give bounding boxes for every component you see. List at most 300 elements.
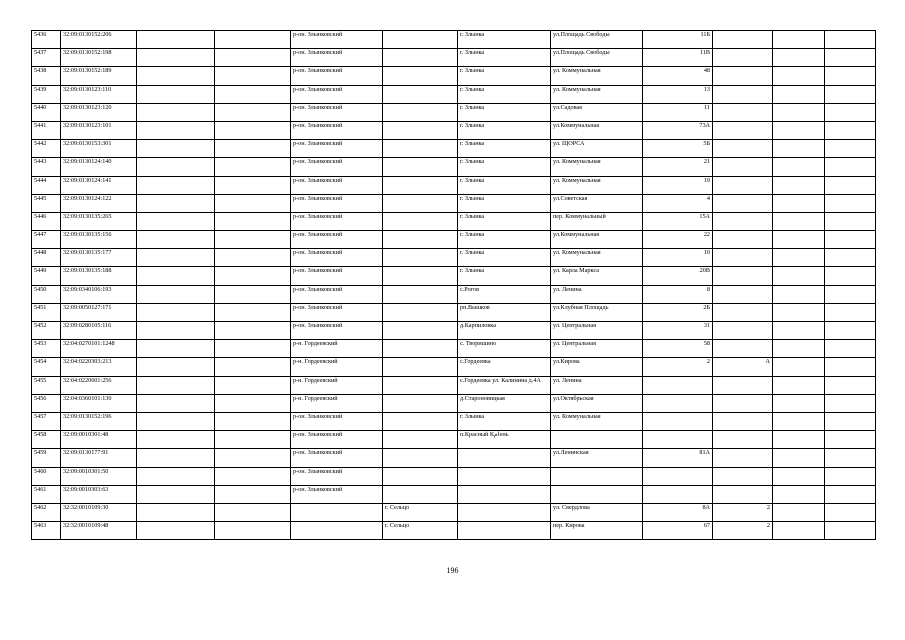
col-11-cell <box>773 485 825 503</box>
row-number-cell: 5456 <box>32 394 61 412</box>
col-4-cell <box>215 194 291 212</box>
settlement-cell: г. Злынка <box>458 249 551 267</box>
building-cell <box>713 194 773 212</box>
row-number-cell: 5446 <box>32 212 61 230</box>
col-4-cell <box>215 49 291 67</box>
cadastral-number-cell: 32:09:0130177:91 <box>61 449 137 467</box>
district-cell: р-он. Злынковский <box>291 285 383 303</box>
district-cell: р-он. Злынковский <box>291 231 383 249</box>
street-cell: ул. ЩОРСА <box>551 140 643 158</box>
cadastral-number-cell: 32:09:0010303:63 <box>61 485 137 503</box>
building-cell <box>713 176 773 194</box>
district-cell: р-он. Злынковский <box>291 412 383 430</box>
city-column-cell <box>383 322 458 340</box>
cadastral-number-cell: 32:09:0050127:171 <box>61 303 137 321</box>
district-cell: р-он. Злынковский <box>291 194 383 212</box>
col-4-cell <box>215 503 291 521</box>
col-3-cell <box>137 503 215 521</box>
col-4-cell <box>215 267 291 285</box>
col-12-cell <box>825 340 876 358</box>
col-4-cell <box>215 431 291 449</box>
col-3-cell <box>137 449 215 467</box>
col-4-cell <box>215 412 291 430</box>
street-cell: ул.Ленинская <box>551 449 643 467</box>
district-cell: р-он. Злынковский <box>291 212 383 230</box>
district-cell <box>291 503 383 521</box>
city-column-cell <box>383 485 458 503</box>
settlement-cell: г. Злынка <box>458 412 551 430</box>
street-cell: ул.Садовая <box>551 103 643 121</box>
cadastral-number-cell: 32:09:0130152:206 <box>61 31 137 49</box>
building-cell <box>713 267 773 285</box>
col-4-cell <box>215 467 291 485</box>
col-11-cell <box>773 412 825 430</box>
col-4-cell <box>215 394 291 412</box>
house-number-cell <box>643 376 713 394</box>
house-number-cell: 21 <box>643 158 713 176</box>
col-12-cell <box>825 303 876 321</box>
street-cell: ул. Коммунальная <box>551 176 643 194</box>
col-4-cell <box>215 31 291 49</box>
street-cell: ул.Кирова <box>551 358 643 376</box>
house-number-cell: 58 <box>643 340 713 358</box>
col-3-cell <box>137 31 215 49</box>
building-cell <box>713 449 773 467</box>
col-4-cell <box>215 140 291 158</box>
street-cell: пер. Коммунальный <box>551 212 643 230</box>
city-column-cell <box>383 194 458 212</box>
col-11-cell <box>773 376 825 394</box>
cadastral-number-cell: 32:09:0130135:188 <box>61 267 137 285</box>
table-row <box>32 158 876 176</box>
settlement-cell: п.Красный Кامень <box>458 431 551 449</box>
street-cell <box>551 431 643 449</box>
house-number-cell: 8 <box>643 285 713 303</box>
house-number-cell <box>643 431 713 449</box>
street-cell: ул.Площадь Свободы <box>551 49 643 67</box>
col-4-cell <box>215 449 291 467</box>
col-12-cell <box>825 431 876 449</box>
table-row <box>32 85 876 103</box>
cadastral-number-cell: 32:09:0280105:116 <box>61 322 137 340</box>
house-number-cell: 11 <box>643 103 713 121</box>
col-4-cell <box>215 85 291 103</box>
building-cell <box>713 158 773 176</box>
district-cell: р-он. Злынковский <box>291 140 383 158</box>
table-row <box>32 431 876 449</box>
settlement-cell: г. Злынка <box>458 85 551 103</box>
row-number-cell: 5444 <box>32 176 61 194</box>
col-11-cell <box>773 85 825 103</box>
settlement-cell <box>458 522 551 540</box>
col-11-cell <box>773 49 825 67</box>
district-cell: р-он. Злынковский <box>291 267 383 285</box>
building-cell <box>713 85 773 103</box>
settlement-cell: г. Злынка <box>458 121 551 139</box>
row-number-cell: 5462 <box>32 503 61 521</box>
col-11-cell <box>773 340 825 358</box>
house-number-cell <box>643 412 713 430</box>
page-number: 196 <box>446 566 459 575</box>
table-row <box>32 249 876 267</box>
building-cell <box>713 412 773 430</box>
district-cell: р-он. Злынковский <box>291 303 383 321</box>
table-row <box>32 522 876 540</box>
house-number-cell: 5Б <box>643 140 713 158</box>
building-cell <box>713 231 773 249</box>
street-cell: ул. Центральная <box>551 322 643 340</box>
col-12-cell <box>825 49 876 67</box>
col-12-cell <box>825 31 876 49</box>
street-cell: ул.Коммунальная <box>551 121 643 139</box>
city-column-cell <box>383 340 458 358</box>
city-column-cell <box>383 267 458 285</box>
col-3-cell <box>137 49 215 67</box>
col-11-cell <box>773 431 825 449</box>
building-cell: А <box>713 358 773 376</box>
col-12-cell <box>825 467 876 485</box>
settlement-cell: г. Злынка <box>458 103 551 121</box>
table-row <box>32 340 876 358</box>
table-row <box>32 140 876 158</box>
cadastral-number-cell: 32:09:0130153:301 <box>61 140 137 158</box>
district-cell: р-он. Злынковский <box>291 103 383 121</box>
table-row <box>32 412 876 430</box>
house-number-cell <box>643 394 713 412</box>
house-number-cell: 19 <box>643 176 713 194</box>
col-11-cell <box>773 503 825 521</box>
building-cell: 2 <box>713 522 773 540</box>
district-cell: р-он. Злынковский <box>291 467 383 485</box>
cadastral-number-cell: 32:09:0340106:193 <box>61 285 137 303</box>
table-row <box>32 31 876 49</box>
table-row <box>32 49 876 67</box>
col-3-cell <box>137 176 215 194</box>
table-row <box>32 485 876 503</box>
house-number-cell: 20В <box>643 267 713 285</box>
building-cell <box>713 140 773 158</box>
table-row <box>32 449 876 467</box>
row-number-cell: 5463 <box>32 522 61 540</box>
city-column-cell <box>383 176 458 194</box>
district-cell: р-он. Злынковский <box>291 485 383 503</box>
city-column-cell <box>383 121 458 139</box>
city-column-cell <box>383 49 458 67</box>
col-3-cell <box>137 303 215 321</box>
col-3-cell <box>137 285 215 303</box>
col-4-cell <box>215 358 291 376</box>
cadastral-number-cell: 32:09:0010301:48 <box>61 431 137 449</box>
table-row <box>32 194 876 212</box>
col-4-cell <box>215 158 291 176</box>
cadastral-number-cell: 32:09:0130135:156 <box>61 231 137 249</box>
col-12-cell <box>825 85 876 103</box>
row-number-cell: 5454 <box>32 358 61 376</box>
row-number-cell: 5455 <box>32 376 61 394</box>
city-column-cell <box>383 103 458 121</box>
col-3-cell <box>137 322 215 340</box>
city-column-cell: г. Сельцо <box>383 522 458 540</box>
house-number-cell: 67 <box>643 522 713 540</box>
row-number-cell: 5460 <box>32 467 61 485</box>
house-number-cell <box>643 467 713 485</box>
col-3-cell <box>137 121 215 139</box>
cadastral-number-cell: 32:09:0130152:196 <box>61 412 137 430</box>
col-12-cell <box>825 485 876 503</box>
city-column-cell <box>383 231 458 249</box>
district-cell: р-он. Злынковский <box>291 158 383 176</box>
street-cell: ул.Советская <box>551 194 643 212</box>
col-11-cell <box>773 522 825 540</box>
col-12-cell <box>825 67 876 85</box>
city-column-cell <box>383 394 458 412</box>
settlement-cell: д.Староновицкая <box>458 394 551 412</box>
row-number-cell: 5459 <box>32 449 61 467</box>
col-4-cell <box>215 303 291 321</box>
house-number-cell: 73А <box>643 121 713 139</box>
row-number-cell: 5442 <box>32 140 61 158</box>
street-cell <box>551 467 643 485</box>
district-cell: р-н. Гордеевский <box>291 376 383 394</box>
street-cell: ул.Площадь Свободы <box>551 31 643 49</box>
building-cell <box>713 249 773 267</box>
settlement-cell: г. Злынка <box>458 212 551 230</box>
street-cell: ул.Клубная Площадь <box>551 303 643 321</box>
table-row <box>32 103 876 121</box>
city-column-cell <box>383 249 458 267</box>
building-cell <box>713 303 773 321</box>
table-row <box>32 503 876 521</box>
registry-table <box>31 30 876 540</box>
cadastral-number-cell: 32:04:0220303:213 <box>61 358 137 376</box>
table-row <box>32 322 876 340</box>
building-cell <box>713 67 773 85</box>
col-12-cell <box>825 358 876 376</box>
col-11-cell <box>773 322 825 340</box>
col-12-cell <box>825 158 876 176</box>
district-cell: р-он. Злынковский <box>291 431 383 449</box>
row-number-cell: 5437 <box>32 49 61 67</box>
col-12-cell <box>825 231 876 249</box>
table-row <box>32 358 876 376</box>
registry-rows <box>32 31 876 540</box>
col-12-cell <box>825 522 876 540</box>
col-12-cell <box>825 449 876 467</box>
district-cell: р-н. Гордеевский <box>291 340 383 358</box>
district-cell: р-он. Злынковский <box>291 67 383 85</box>
row-number-cell: 5439 <box>32 85 61 103</box>
col-3-cell <box>137 85 215 103</box>
street-cell: ул. Свердлова <box>551 503 643 521</box>
row-number-cell: 5436 <box>32 31 61 49</box>
street-cell: ул.Коммунальная <box>551 231 643 249</box>
house-number-cell: 10 <box>643 249 713 267</box>
city-column-cell <box>383 376 458 394</box>
settlement-cell: г. Злынка <box>458 176 551 194</box>
table-row <box>32 176 876 194</box>
col-4-cell <box>215 485 291 503</box>
settlement-cell <box>458 503 551 521</box>
cadastral-number-cell: 32:04:0220601:256 <box>61 376 137 394</box>
row-number-cell: 5449 <box>32 267 61 285</box>
settlement-cell: г. Злынка <box>458 158 551 176</box>
building-cell <box>713 340 773 358</box>
district-cell: р-он. Злынковский <box>291 449 383 467</box>
house-number-cell: 11В <box>643 49 713 67</box>
col-11-cell <box>773 231 825 249</box>
cadastral-number-cell: 32:09:0130124:122 <box>61 194 137 212</box>
city-column-cell <box>383 449 458 467</box>
table-row <box>32 212 876 230</box>
street-cell: ул. Карла Маркса <box>551 267 643 285</box>
building-cell <box>713 394 773 412</box>
col-12-cell <box>825 212 876 230</box>
settlement-cell: г. Злынка <box>458 231 551 249</box>
cadastral-number-cell: 32:09:0130124:141 <box>61 176 137 194</box>
district-cell: р-он. Злынковский <box>291 121 383 139</box>
settlement-cell: рп.Вышков <box>458 303 551 321</box>
city-column-cell <box>383 212 458 230</box>
cadastral-number-cell: 32:04:0270101:1248 <box>61 340 137 358</box>
table-row <box>32 121 876 139</box>
street-cell: пер. Кирова <box>551 522 643 540</box>
street-cell: ул.Октябрьская <box>551 394 643 412</box>
settlement-cell: г. Злынка <box>458 140 551 158</box>
cadastral-number-cell: 32:09:0010301:50 <box>61 467 137 485</box>
col-11-cell <box>773 358 825 376</box>
col-3-cell <box>137 231 215 249</box>
col-12-cell <box>825 412 876 430</box>
col-11-cell <box>773 140 825 158</box>
row-number-cell: 5443 <box>32 158 61 176</box>
street-cell: ул. Ленина <box>551 376 643 394</box>
cadastral-number-cell: 32:09:0130152:189 <box>61 67 137 85</box>
street-cell: ул. Коммунальная <box>551 85 643 103</box>
building-cell <box>713 103 773 121</box>
settlement-cell: г. Злынка <box>458 67 551 85</box>
cadastral-number-cell: 32:09:0130152:198 <box>61 49 137 67</box>
col-12-cell <box>825 285 876 303</box>
house-number-cell: 81А <box>643 449 713 467</box>
house-number-cell: 4 <box>643 194 713 212</box>
row-number-cell: 5438 <box>32 67 61 85</box>
col-11-cell <box>773 449 825 467</box>
cadastral-number-cell: 32:04:0360101:130 <box>61 394 137 412</box>
settlement-cell: г. Злынка <box>458 194 551 212</box>
building-cell <box>713 467 773 485</box>
house-number-cell: 31 <box>643 322 713 340</box>
house-number-cell: 13 <box>643 85 713 103</box>
street-cell: ул. Центральная <box>551 340 643 358</box>
col-11-cell <box>773 31 825 49</box>
city-column-cell <box>383 31 458 49</box>
col-11-cell <box>773 249 825 267</box>
col-4-cell <box>215 212 291 230</box>
col-3-cell <box>137 467 215 485</box>
col-11-cell <box>773 158 825 176</box>
col-4-cell <box>215 285 291 303</box>
settlement-cell <box>458 485 551 503</box>
col-4-cell <box>215 121 291 139</box>
col-11-cell <box>773 121 825 139</box>
district-cell: р-он. Злынковский <box>291 49 383 67</box>
house-number-cell: 11Б <box>643 31 713 49</box>
street-cell: ул. Коммунальная <box>551 249 643 267</box>
col-4-cell <box>215 376 291 394</box>
col-3-cell <box>137 376 215 394</box>
col-12-cell <box>825 176 876 194</box>
city-column-cell <box>383 67 458 85</box>
col-11-cell <box>773 212 825 230</box>
col-4-cell <box>215 322 291 340</box>
district-cell: р-он. Злынковский <box>291 85 383 103</box>
col-12-cell <box>825 103 876 121</box>
house-number-cell: 22 <box>643 231 713 249</box>
row-number-cell: 5452 <box>32 322 61 340</box>
building-cell <box>713 49 773 67</box>
col-4-cell <box>215 340 291 358</box>
col-3-cell <box>137 249 215 267</box>
col-12-cell <box>825 194 876 212</box>
table-row <box>32 376 876 394</box>
city-column-cell <box>383 412 458 430</box>
col-12-cell <box>825 503 876 521</box>
row-number-cell: 5441 <box>32 121 61 139</box>
col-4-cell <box>215 103 291 121</box>
house-number-cell: 2Б <box>643 303 713 321</box>
district-cell: р-н. Гордеевский <box>291 394 383 412</box>
table-row <box>32 467 876 485</box>
district-cell: р-он. Злынковский <box>291 249 383 267</box>
district-cell: р-н. Гордеевский <box>291 358 383 376</box>
cadastral-number-cell: 32:09:0130123:110 <box>61 85 137 103</box>
district-cell: р-он. Злынковский <box>291 176 383 194</box>
cadastral-number-cell: 32:32:0010109:48 <box>61 522 137 540</box>
col-11-cell <box>773 67 825 85</box>
settlement-cell <box>458 449 551 467</box>
district-cell <box>291 522 383 540</box>
col-11-cell <box>773 267 825 285</box>
table-row <box>32 394 876 412</box>
col-11-cell <box>773 303 825 321</box>
table-row <box>32 285 876 303</box>
building-cell <box>713 121 773 139</box>
cadastral-number-cell: 32:32:0010109:30 <box>61 503 137 521</box>
col-12-cell <box>825 376 876 394</box>
house-number-cell: 48 <box>643 67 713 85</box>
settlement-cell: с.Гордеевка ул. Калинина д.4А <box>458 376 551 394</box>
table-row <box>32 267 876 285</box>
city-column-cell <box>383 85 458 103</box>
col-3-cell <box>137 212 215 230</box>
house-number-cell: 8А <box>643 503 713 521</box>
building-cell <box>713 376 773 394</box>
col-12-cell <box>825 140 876 158</box>
city-column-cell: г. Сельцо <box>383 503 458 521</box>
street-cell: ул. Коммунальная <box>551 67 643 85</box>
building-cell <box>713 31 773 49</box>
col-11-cell <box>773 467 825 485</box>
col-12-cell <box>825 394 876 412</box>
building-cell <box>713 485 773 503</box>
settlement-cell: г. Злынка <box>458 49 551 67</box>
col-3-cell <box>137 194 215 212</box>
col-11-cell <box>773 394 825 412</box>
row-number-cell: 5451 <box>32 303 61 321</box>
col-3-cell <box>137 103 215 121</box>
col-3-cell <box>137 267 215 285</box>
settlement-cell: г. Злынка <box>458 267 551 285</box>
